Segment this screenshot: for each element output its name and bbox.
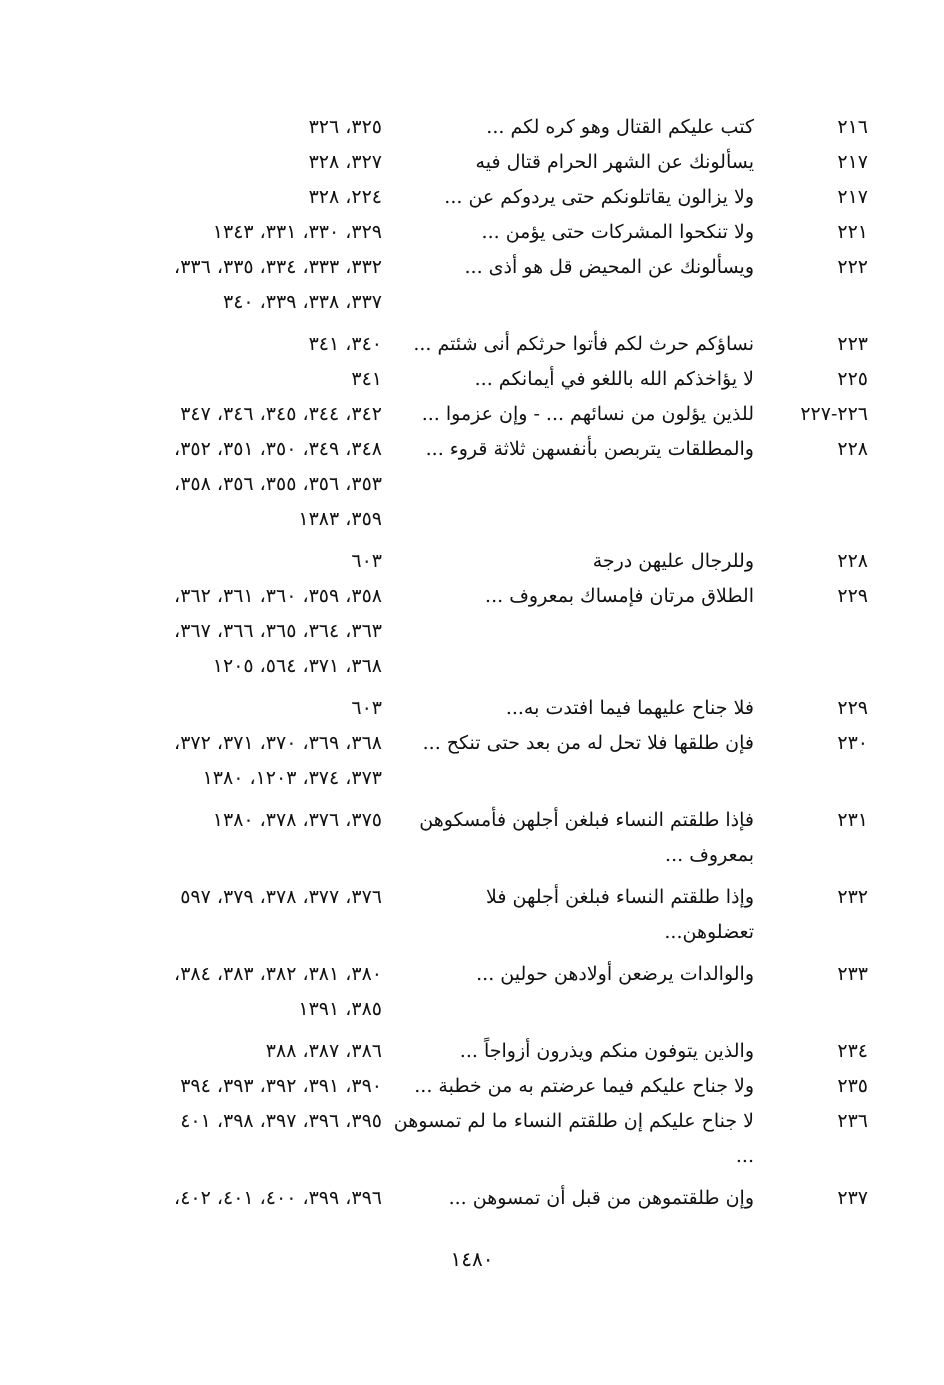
verse-number: ٢٢٦-٢٢٧ xyxy=(800,403,868,425)
reference-numbers-line: ٣٦٣، ٣٦٤، ٣٦٥، ٣٦٦، ٣٦٧، xyxy=(174,620,382,642)
verse-excerpt-line: يسألونك عن الشهر الحرام قتال فيه xyxy=(475,151,754,173)
verse-number: ٢٢٥ xyxy=(837,368,868,390)
verse-excerpt-line: لا يؤاخذكم الله باللغو في أيمانكم ... xyxy=(474,368,754,390)
index-entry xyxy=(0,250,944,327)
reference-numbers xyxy=(0,803,382,838)
verse-excerpt xyxy=(404,726,754,761)
index-entry xyxy=(0,180,944,215)
reference-numbers xyxy=(0,544,382,579)
index-entry xyxy=(0,880,944,957)
verse-excerpt-line: ولا تنكحوا المشركات حتى يؤمن ... xyxy=(481,221,754,243)
verse-excerpt xyxy=(404,544,754,579)
reference-numbers-line: ٦٠٣ xyxy=(351,550,382,572)
verse-excerpt xyxy=(404,110,754,145)
verse-excerpt xyxy=(404,180,754,215)
index-entry xyxy=(0,215,944,250)
reference-numbers-line: ٣٧٦، ٣٧٧، ٣٧٨، ٣٧٩، ٥٩٧ xyxy=(180,886,382,908)
reference-numbers-line: ٣٦٨، ٣٦٩، ٣٧٠، ٣٧١، ٣٧٢، xyxy=(174,732,382,754)
index-entry xyxy=(0,145,944,180)
reference-numbers xyxy=(0,691,382,726)
reference-numbers-line: ٣٩٠، ٣٩١، ٣٩٢، ٣٩٣، ٣٩٤ xyxy=(180,1075,382,1097)
verse-number: ٢٣٧ xyxy=(837,1187,868,1209)
reference-numbers-line: ٣٢٧، ٣٢٨ xyxy=(308,151,382,173)
verse-excerpt-line: فإذا طلقتم النساء فبلغن أجلهن فأمسكوهن xyxy=(419,809,754,831)
verse-excerpt xyxy=(404,957,754,992)
reference-numbers xyxy=(0,110,382,145)
index-entry xyxy=(0,803,944,880)
verse-excerpt-line: تعضلوهن... xyxy=(664,921,754,943)
reference-numbers-line: ٣٢٥، ٣٢٦ xyxy=(308,116,382,138)
index-entry xyxy=(0,957,944,1034)
index-entry xyxy=(0,1034,944,1069)
reference-numbers-line: ٦٠٣ xyxy=(351,697,382,719)
verse-excerpt xyxy=(404,880,754,950)
reference-numbers-line: ٣٣٢، ٣٣٣، ٣٣٤، ٣٣٥، ٣٣٦، xyxy=(174,256,382,278)
verse-excerpt-line: ولا يزالون يقاتلونكم حتى يردوكم عن ... xyxy=(444,186,754,208)
verse-excerpt xyxy=(404,1181,754,1216)
verse-excerpt xyxy=(404,327,754,362)
index-entry xyxy=(0,691,944,726)
index-entry xyxy=(0,327,944,362)
reference-numbers xyxy=(0,726,382,796)
reference-numbers xyxy=(0,432,382,537)
verse-excerpt-line: الطلاق مرتان فإمساك بمعروف ... xyxy=(485,585,754,607)
verse-number: ٢٣٦ xyxy=(837,1110,868,1132)
index-entry xyxy=(0,579,944,691)
verse-number: ٢١٦ xyxy=(837,116,868,138)
verse-excerpt-line: والذين يتوفون منكم ويذرون أزواجاً ... xyxy=(459,1040,754,1062)
reference-numbers-line: ٣٩٥، ٣٩٦، ٣٩٧، ٣٩٨، ٤٠١ xyxy=(180,1110,382,1132)
verse-excerpt-line: نساؤكم حرث لكم فأتوا حرثكم أنى شئتم ... xyxy=(413,333,754,355)
reference-numbers xyxy=(0,180,382,215)
verse-excerpt-line: والوالدات يرضعن أولادهن حولين ... xyxy=(476,963,754,985)
reference-numbers xyxy=(0,957,382,1027)
index-entry xyxy=(0,1069,944,1104)
verse-number: ٢٣٠ xyxy=(837,732,868,754)
verse-excerpt-line: وإن طلقتموهن من قبل أن تمسوهن ... xyxy=(448,1187,754,1209)
reference-numbers-line: ٣٨٠، ٣٨١، ٣٨٢، ٣٨٣، ٣٨٤، xyxy=(174,963,382,985)
reference-numbers xyxy=(0,1069,382,1104)
reference-numbers xyxy=(0,145,382,180)
verse-excerpt xyxy=(404,145,754,180)
reference-numbers-line: ٣٤١ xyxy=(351,368,382,390)
reference-numbers-line: ٣٢٩، ٣٣٠، ٣٣١، ١٣٤٣ xyxy=(212,221,382,243)
reference-numbers-line: ٣٤٨، ٣٤٩، ٣٥٠، ٣٥١، ٣٥٢، xyxy=(174,438,382,460)
reference-numbers xyxy=(0,579,382,684)
verse-excerpt-line: ... xyxy=(735,1145,754,1167)
reference-numbers-line: ٣٧٥، ٣٧٦، ٣٧٨، ١٣٨٠ xyxy=(212,809,382,831)
reference-numbers-line: ٣٤٠، ٣٤١ xyxy=(308,333,382,355)
reference-numbers-line: ٣٥٩، ١٣٨٣ xyxy=(298,508,382,530)
verse-number: ٢٢٩ xyxy=(837,697,868,719)
reference-numbers-line: ٢٢٤، ٣٢٨ xyxy=(308,186,382,208)
verse-excerpt xyxy=(404,579,754,614)
verse-number: ٢٢٩ xyxy=(837,585,868,607)
verse-excerpt-line: وإذا طلقتم النساء فبلغن أجلهن فلا xyxy=(486,886,754,908)
verse-excerpt xyxy=(404,250,754,285)
verse-number: ٢٣٤ xyxy=(837,1040,868,1062)
verse-number: ٢٢٨ xyxy=(837,438,868,460)
reference-numbers-line: ٣٥٨، ٣٥٩، ٣٦٠، ٣٦١، ٣٦٢، xyxy=(174,585,382,607)
verse-number: ٢٣٢ xyxy=(837,886,868,908)
verse-number: ٢٢٢ xyxy=(837,256,868,278)
verse-excerpt xyxy=(404,362,754,397)
verse-excerpt xyxy=(404,1034,754,1069)
page-number: ١٤٨٠ xyxy=(450,1247,494,1271)
reference-numbers xyxy=(0,215,382,250)
verse-excerpt-line: ويسألونك عن المحيض قل هو أذى ... xyxy=(464,256,754,278)
index-entry xyxy=(0,726,944,803)
verse-excerpt xyxy=(404,803,754,873)
index-entry xyxy=(0,1181,944,1216)
reference-numbers-line: ٣٩٦، ٣٩٩، ٤٠٠، ٤٠١، ٤٠٢، xyxy=(174,1187,382,1209)
reference-numbers xyxy=(0,1034,382,1069)
verse-number: ٢٣٣ xyxy=(837,963,868,985)
verse-excerpt xyxy=(393,1104,754,1174)
reference-numbers xyxy=(0,1181,382,1216)
verse-excerpt xyxy=(404,1069,754,1104)
verse-excerpt-line: وللرجال عليهن درجة xyxy=(592,550,754,572)
verse-excerpt-line: فلا جناح عليهما فيما افتدت به... xyxy=(505,697,754,719)
verse-number: ٢١٧ xyxy=(837,186,868,208)
verse-excerpt xyxy=(404,397,754,432)
verse-number: ٢٣٥ xyxy=(837,1075,868,1097)
index-entry xyxy=(0,1104,944,1181)
verse-number: ٢٢٨ xyxy=(837,550,868,572)
verse-excerpt xyxy=(404,432,754,467)
verse-number: ٢٣١ xyxy=(837,809,868,831)
verse-excerpt xyxy=(404,691,754,726)
index-entry xyxy=(0,432,944,544)
verse-number: ٢١٧ xyxy=(837,151,868,173)
reference-numbers xyxy=(0,362,382,397)
verse-number: ٢٢٣ xyxy=(837,333,868,355)
verse-excerpt-line: لا جناح عليكم إن طلقتم النساء ما لم تمسوهن xyxy=(393,1110,754,1132)
verse-index-table xyxy=(0,110,944,1216)
verse-excerpt-line: كتب عليكم القتال وهو كره لكم ... xyxy=(486,116,754,138)
verse-excerpt-line: بمعروف ... xyxy=(665,844,754,866)
index-entry xyxy=(0,544,944,579)
verse-excerpt-line: فإن طلقها فلا تحل له من بعد حتى تنكح ... xyxy=(422,732,754,754)
reference-numbers-line: ٣٨٦، ٣٨٧، ٣٨٨ xyxy=(265,1040,382,1062)
verse-excerpt-line: ولا جناح عليكم فيما عرضتم به من خطبة ... xyxy=(414,1075,754,1097)
verse-excerpt xyxy=(404,215,754,250)
index-entry xyxy=(0,397,944,432)
reference-numbers-line: ٣٥٣، ٣٥٦، ٣٥٥، ٣٥٦، ٣٥٨، xyxy=(174,473,382,495)
reference-numbers-line: ٣٨٥، ١٣٩١ xyxy=(298,998,382,1020)
reference-numbers-line: ٣٤٢، ٣٤٤، ٣٤٥، ٣٤٦، ٣٤٧ xyxy=(180,403,382,425)
reference-numbers-line: ٣٣٧، ٣٣٨، ٣٣٩، ٣٤٠ xyxy=(222,291,382,313)
index-entry xyxy=(0,110,944,145)
reference-numbers-line: ٣٧٣، ٣٧٤، ١٢٠٣، ١٣٨٠ xyxy=(202,767,382,789)
reference-numbers xyxy=(0,1104,382,1139)
reference-numbers xyxy=(0,327,382,362)
verse-excerpt-line: للذين يؤلون من نسائهم ... - وإن عزموا ... xyxy=(421,403,754,425)
reference-numbers-line: ٣٦٨، ٣٧١، ٥٦٤، ١٢٠٥ xyxy=(212,655,382,677)
reference-numbers xyxy=(0,250,382,320)
index-entry xyxy=(0,362,944,397)
verse-excerpt-line: والمطلقات يتربصن بأنفسهن ثلاثة قروء ... xyxy=(425,438,754,460)
reference-numbers xyxy=(0,880,382,915)
reference-numbers xyxy=(0,397,382,432)
verse-number: ٢٢١ xyxy=(837,221,868,243)
